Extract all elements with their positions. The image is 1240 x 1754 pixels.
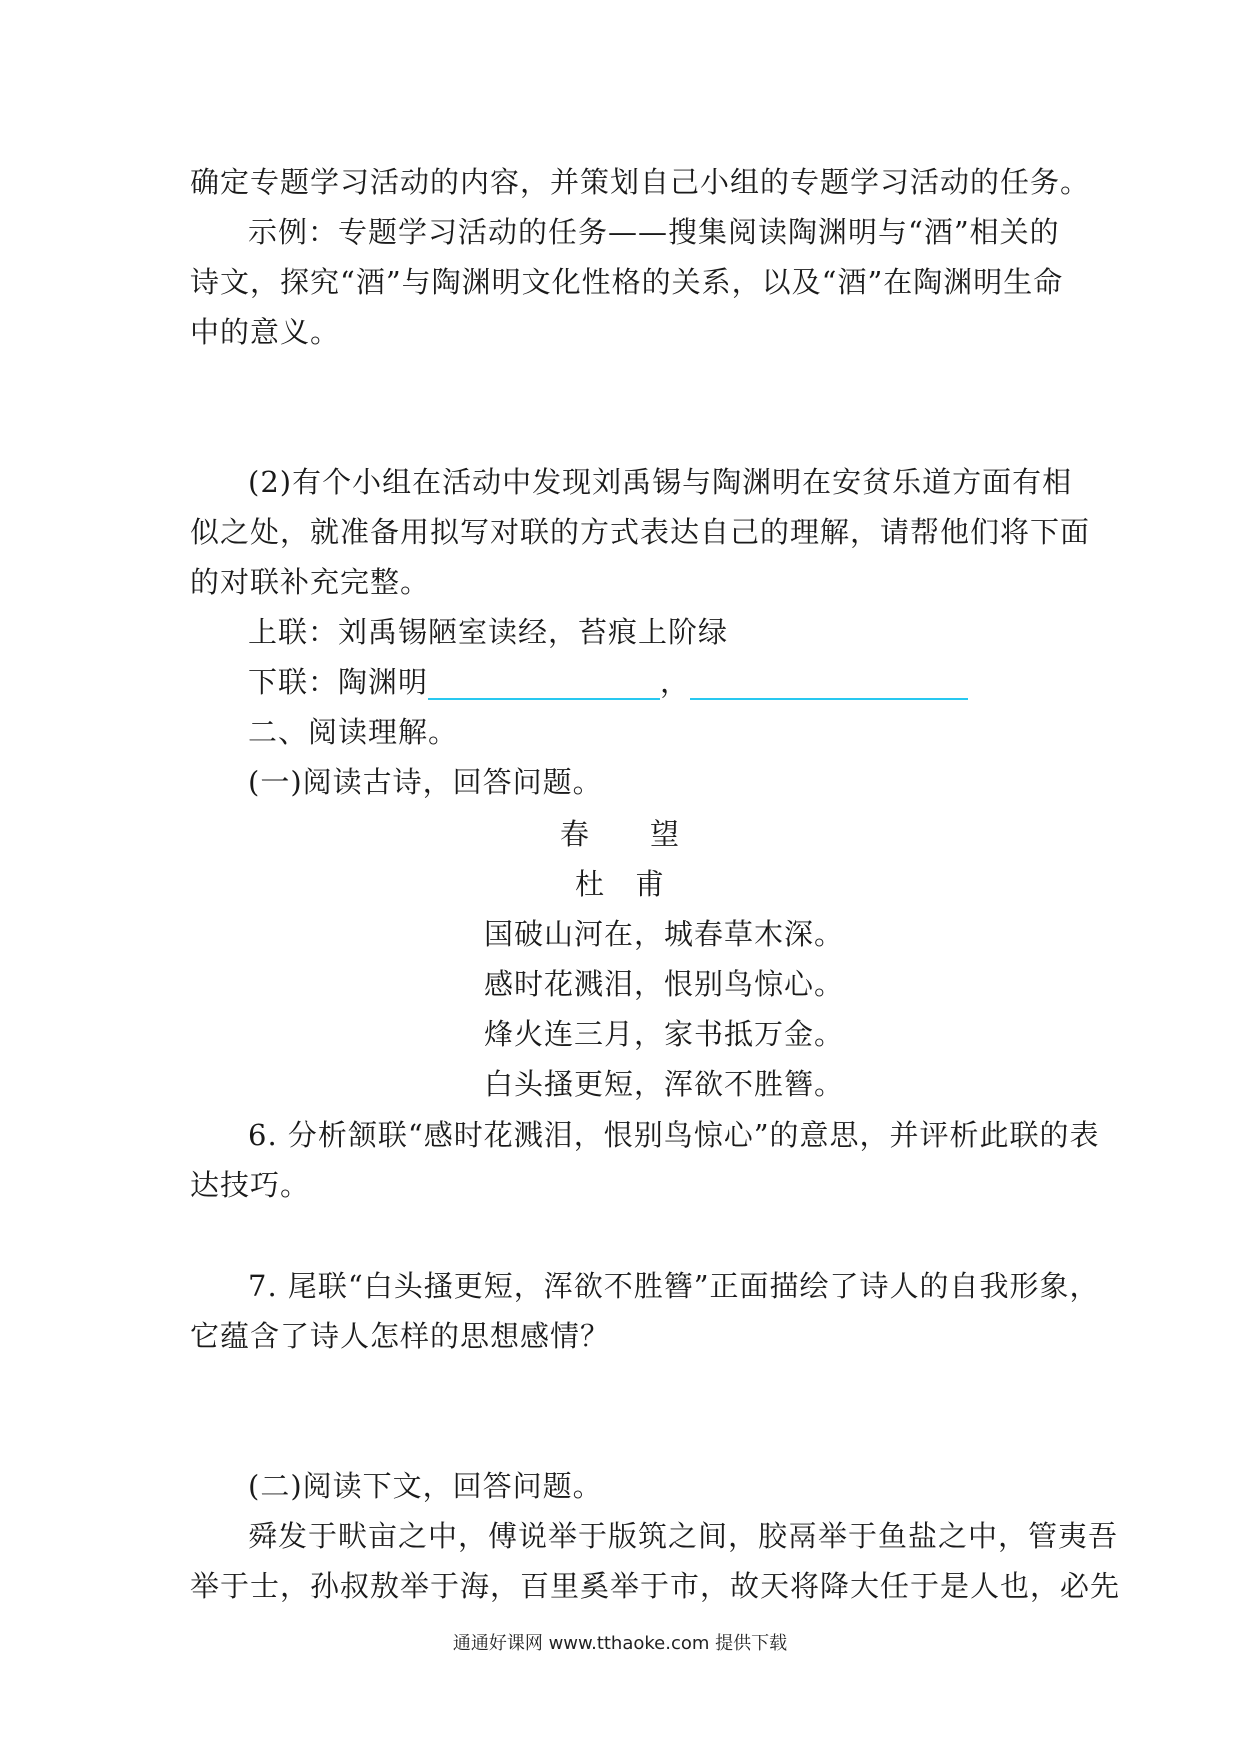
example-line-1: 示例：专题学习活动的任务——搜集阅读陶渊明与“酒”相关的 (248, 215, 1060, 249)
upper-couplet: 上联：刘禹锡陋室读经，苔痕上阶绿 (248, 615, 729, 649)
question-6-line-1: 6. 分析颔联“感时花溅泪，恨别鸟惊心”的意思，并评析此联的表 (248, 1118, 1100, 1152)
answer-blank-1[interactable] (428, 668, 660, 700)
lower-couplet-separator: ， (660, 665, 691, 699)
intro-line-1: 确定专题学习活动的内容，并策划自己小组的专题学习活动的任务。 (190, 165, 1091, 199)
lower-couplet-prefix: 下联：陶渊明 (248, 665, 429, 699)
example-line-3: 中的意义。 (190, 315, 341, 349)
passage-line-1: 舜发于畎亩之中，傅说举于版筑之间，胶鬲举于鱼盐之中，管夷吾 (248, 1519, 1119, 1553)
example-line-2: 诗文，探究“酒”与陶渊明文化性格的关系，以及“酒”在陶渊明生命 (190, 265, 1064, 299)
poem-line-3: 烽火连三月，家书抵万金。 (484, 1017, 845, 1051)
part-1-heading: (一)阅读古诗，回答问题。 (248, 765, 603, 799)
question-7-line-1: 7. 尾联“白头搔更短，浑欲不胜簪”正面描绘了诗人的自我形象， (248, 1269, 1100, 1303)
question-2-line-3: 的对联补充完整。 (190, 565, 431, 599)
section-2-heading: 二、阅读理解。 (248, 715, 459, 749)
question-7-line-2: 它蕴含了诗人怎样的思想感情？ (190, 1319, 611, 1353)
poem-line-4: 白头搔更短，浑欲不胜簪。 (484, 1067, 845, 1101)
page-footer: 通通好课网 www.tthaoke.com 提供下载 (452, 1633, 788, 1654)
question-2-line-2: 似之处，就准备用拟写对联的方式表达自己的理解，请帮他们将下面 (190, 515, 1091, 549)
poem-line-2: 感时花溅泪，恨别鸟惊心。 (484, 967, 845, 1001)
question-6-line-2: 达技巧。 (190, 1168, 311, 1202)
part-2-heading: (二)阅读下文，回答问题。 (248, 1469, 603, 1503)
passage-line-2: 举于士，孙叔敖举于海，百里奚举于市，故天将降大任于是人也，必先 (190, 1569, 1121, 1603)
poem-author: 杜 甫 (574, 867, 665, 901)
poem-title: 春 望 (559, 817, 680, 851)
question-2-line-1: (2)有个小组在活动中发现刘禹锡与陶渊明在安贫乐道方面有相 (248, 465, 1073, 499)
poem-line-1: 国破山河在，城春草木深。 (484, 917, 845, 951)
answer-blank-2[interactable] (690, 668, 968, 700)
lower-couplet (248, 664, 968, 700)
